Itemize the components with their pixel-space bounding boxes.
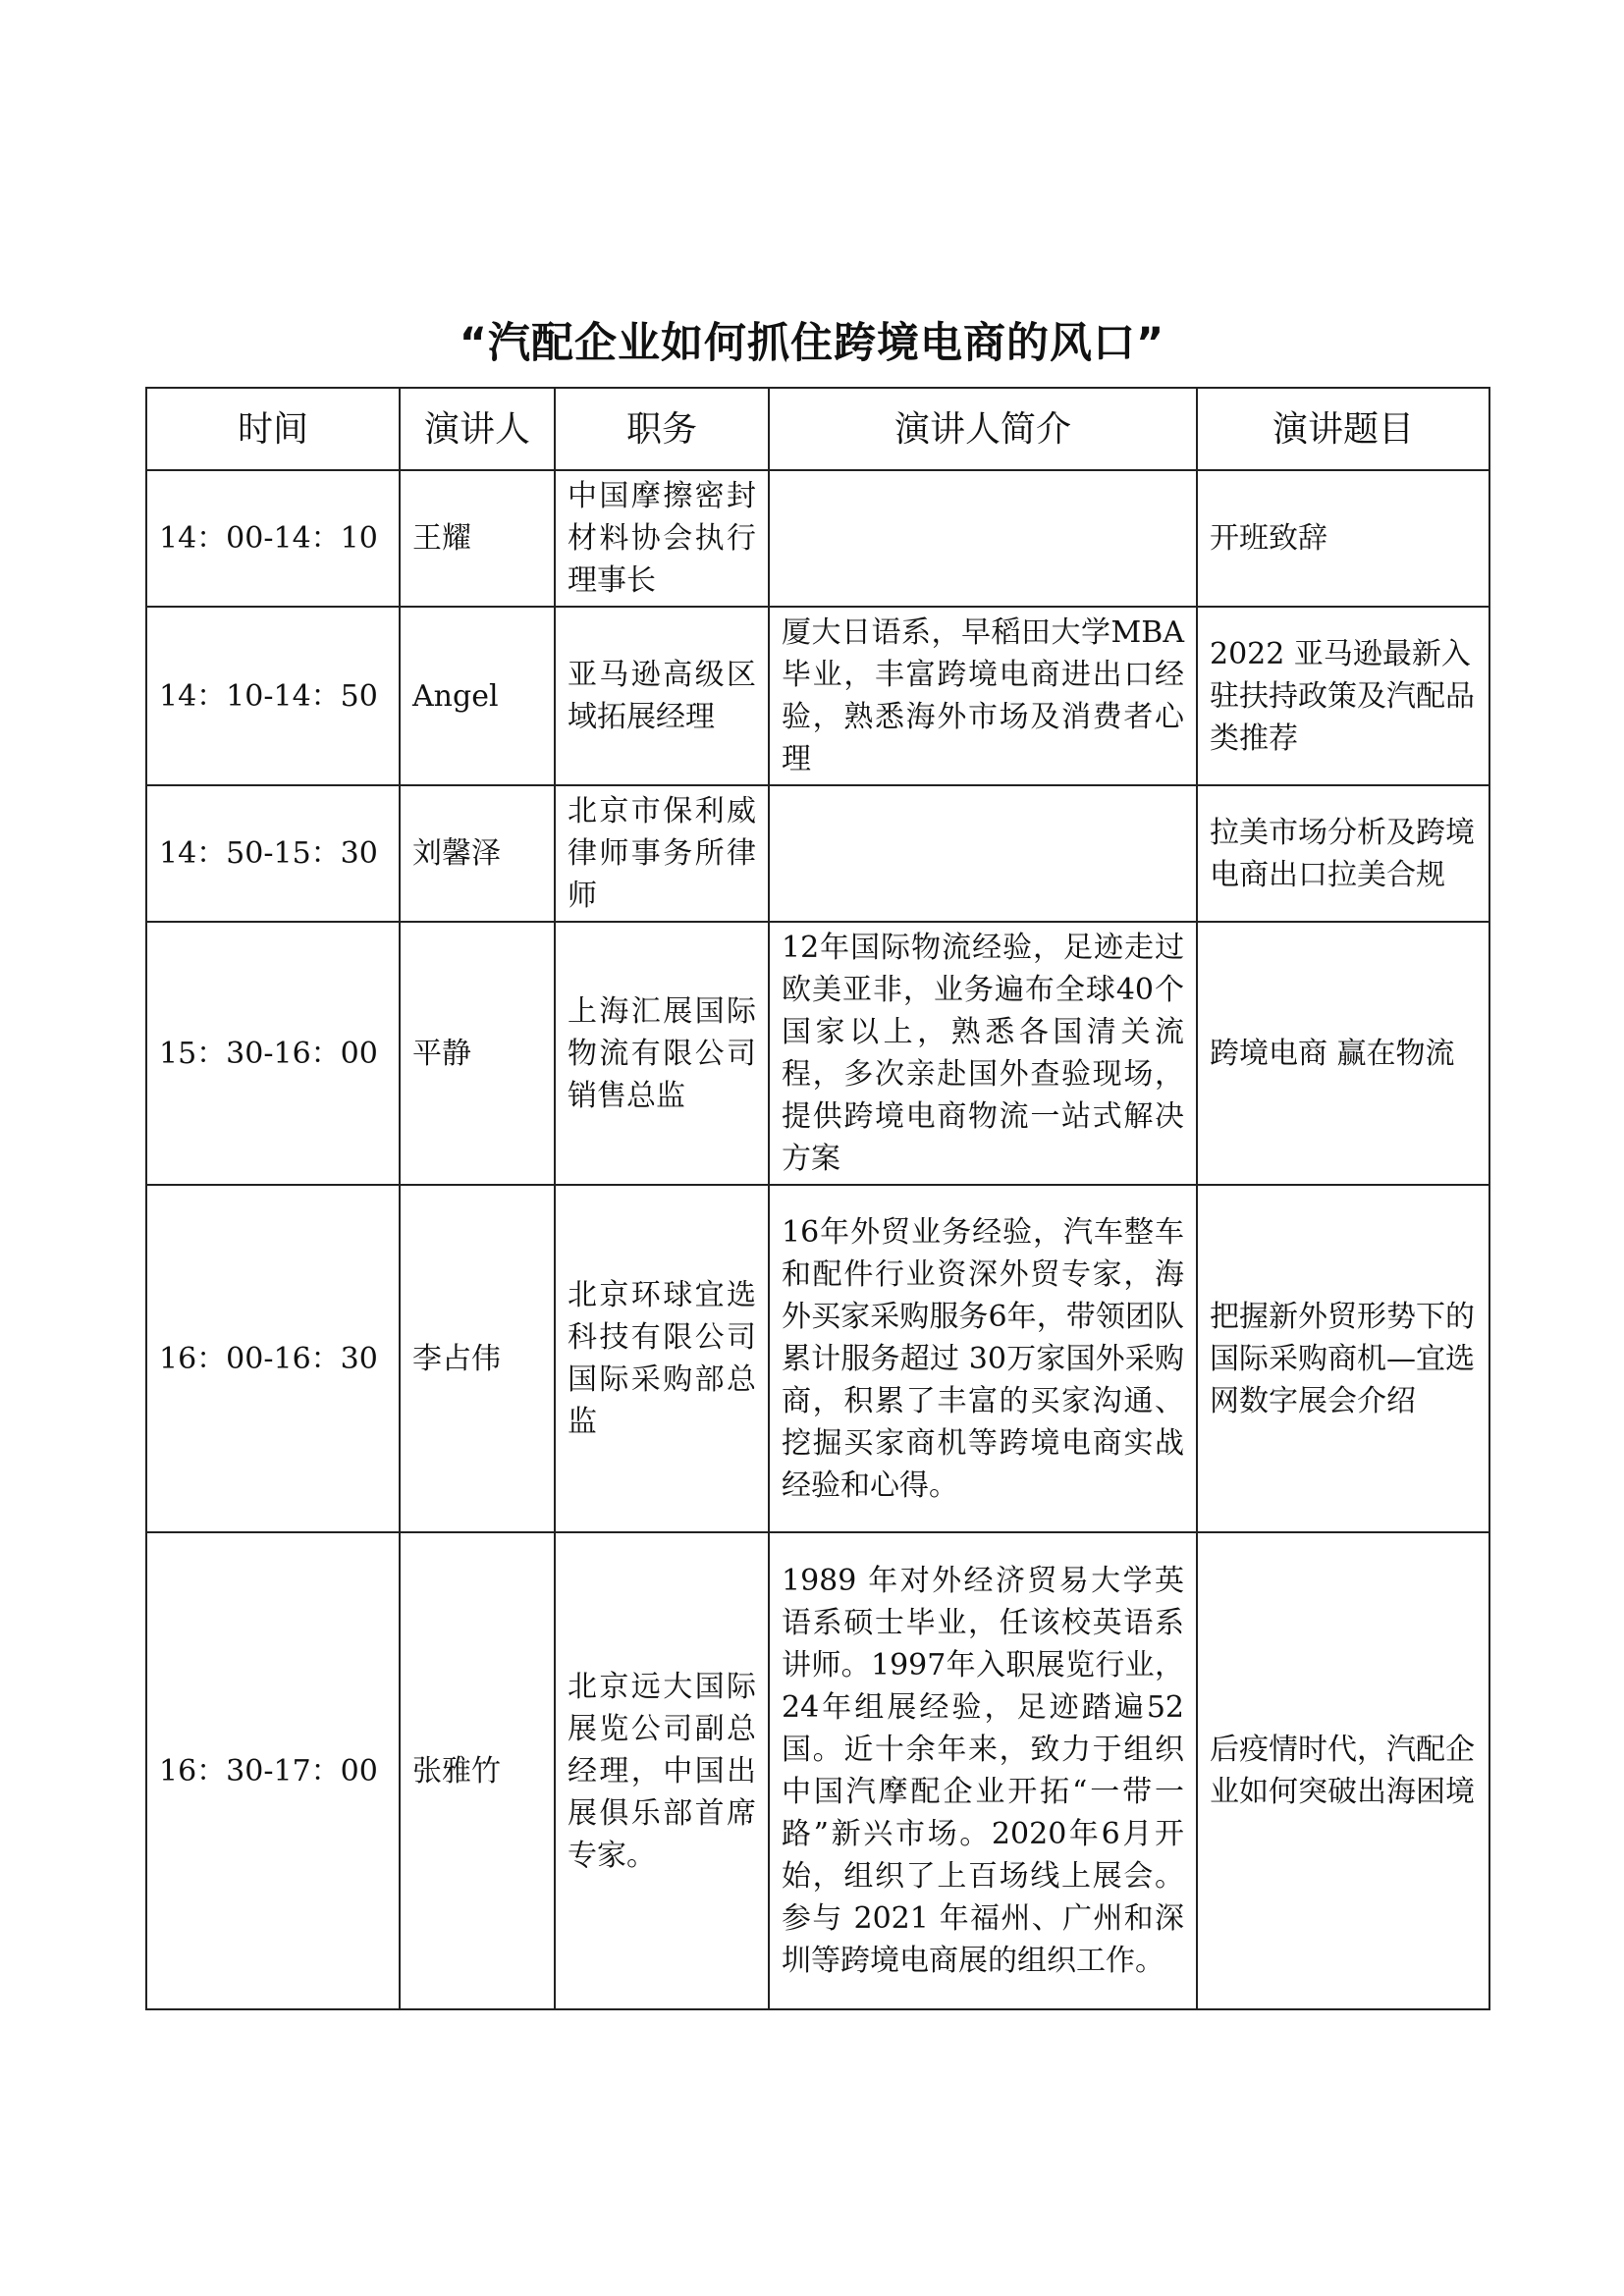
cell-position: 上海汇展国际物流有限公司销售总监 xyxy=(555,922,769,1185)
table-row xyxy=(146,1532,1489,2009)
agenda-table xyxy=(145,387,1490,2010)
cell-bio: 厦大日语系，早稻田大学MBA 毕业，丰富跨境电商进出口经验，熟悉海外市场及消费者心理 xyxy=(769,607,1197,785)
table-row xyxy=(146,607,1489,785)
cell-time: 14：10-14：50 xyxy=(146,607,400,785)
table-row xyxy=(146,922,1489,1185)
cell-topic: 拉美市场分析及跨境电商出口拉美合规 xyxy=(1197,785,1489,922)
cell-time: 16：00-16：30 xyxy=(146,1185,400,1532)
cell-topic: 开班致辞 xyxy=(1197,470,1489,607)
header-bio: 演讲人简介 xyxy=(769,388,1197,470)
cell-bio: 1989 年对外经济贸易大学英语系硕士毕业，任该校英语系讲师。1997年入职展览行业，24年组展经验，足迹踏遍52国。近十余年来，致力于组织中国汽摩配企业开拓“一带一路”新兴市场。2020年6月开始，组织了上百场线上展会。参与 2021 年福州、广州和深圳等跨境电商展的组织工作。 xyxy=(769,1532,1197,2009)
cell-speaker: 张雅竹 xyxy=(400,1532,555,2009)
header-speaker: 演讲人 xyxy=(400,388,555,470)
cell-time: 16：30-17：00 xyxy=(146,1532,400,2009)
cell-time: 14：50-15：30 xyxy=(146,785,400,922)
cell-topic: 2022 亚马逊最新入驻扶持政策及汽配品类推荐 xyxy=(1197,607,1489,785)
table-row xyxy=(146,470,1489,607)
header-time: 时间 xyxy=(146,388,400,470)
table-row xyxy=(146,785,1489,922)
cell-speaker: 刘馨泽 xyxy=(400,785,555,922)
cell-speaker: 李占伟 xyxy=(400,1185,555,1532)
cell-topic: 把握新外贸形势下的国际采购商机—宜选网数字展会介绍 xyxy=(1197,1185,1489,1532)
cell-position: 亚马逊高级区域拓展经理 xyxy=(555,607,769,785)
cell-bio: 12年国际物流经验，足迹走过欧美亚非，业务遍布全球40个国家以上，熟悉各国清关流程，多次亲赴国外查验现场，提供跨境电商物流一站式解决方案 xyxy=(769,922,1197,1185)
cell-bio xyxy=(769,470,1197,607)
cell-time: 14：00-14：10 xyxy=(146,470,400,607)
cell-position: 北京市保利威律师事务所律师 xyxy=(555,785,769,922)
cell-speaker: 平静 xyxy=(400,922,555,1185)
table-row xyxy=(146,1185,1489,1532)
cell-topic: 跨境电商 赢在物流 xyxy=(1197,922,1489,1185)
cell-bio: 16年外贸业务经验，汽车整车和配件行业资深外贸专家，海外买家采购服务6年，带领团队累计服务超过 30万家国外采购商，积累了丰富的买家沟通、挖掘买家商机等跨境电商实战经验和心得。 xyxy=(769,1185,1197,1532)
cell-position: 北京远大国际展览公司副总经理，中国出展俱乐部首席专家。 xyxy=(555,1532,769,2009)
header-position: 职务 xyxy=(555,388,769,470)
cell-speaker: Angel xyxy=(400,607,555,785)
cell-time: 15：30-16：00 xyxy=(146,922,400,1185)
table-header-row xyxy=(146,388,1489,470)
page-title: “汽配企业如何抓住跨境电商的风口” xyxy=(459,319,1165,368)
cell-speaker: 王耀 xyxy=(400,470,555,607)
cell-position: 中国摩擦密封材料协会执行理事长 xyxy=(555,470,769,607)
cell-position: 北京环球宜选科技有限公司国际采购部总监 xyxy=(555,1185,769,1532)
cell-topic: 后疫情时代，汽配企业如何突破出海困境 xyxy=(1197,1532,1489,2009)
header-topic: 演讲题目 xyxy=(1197,388,1489,470)
cell-bio xyxy=(769,785,1197,922)
